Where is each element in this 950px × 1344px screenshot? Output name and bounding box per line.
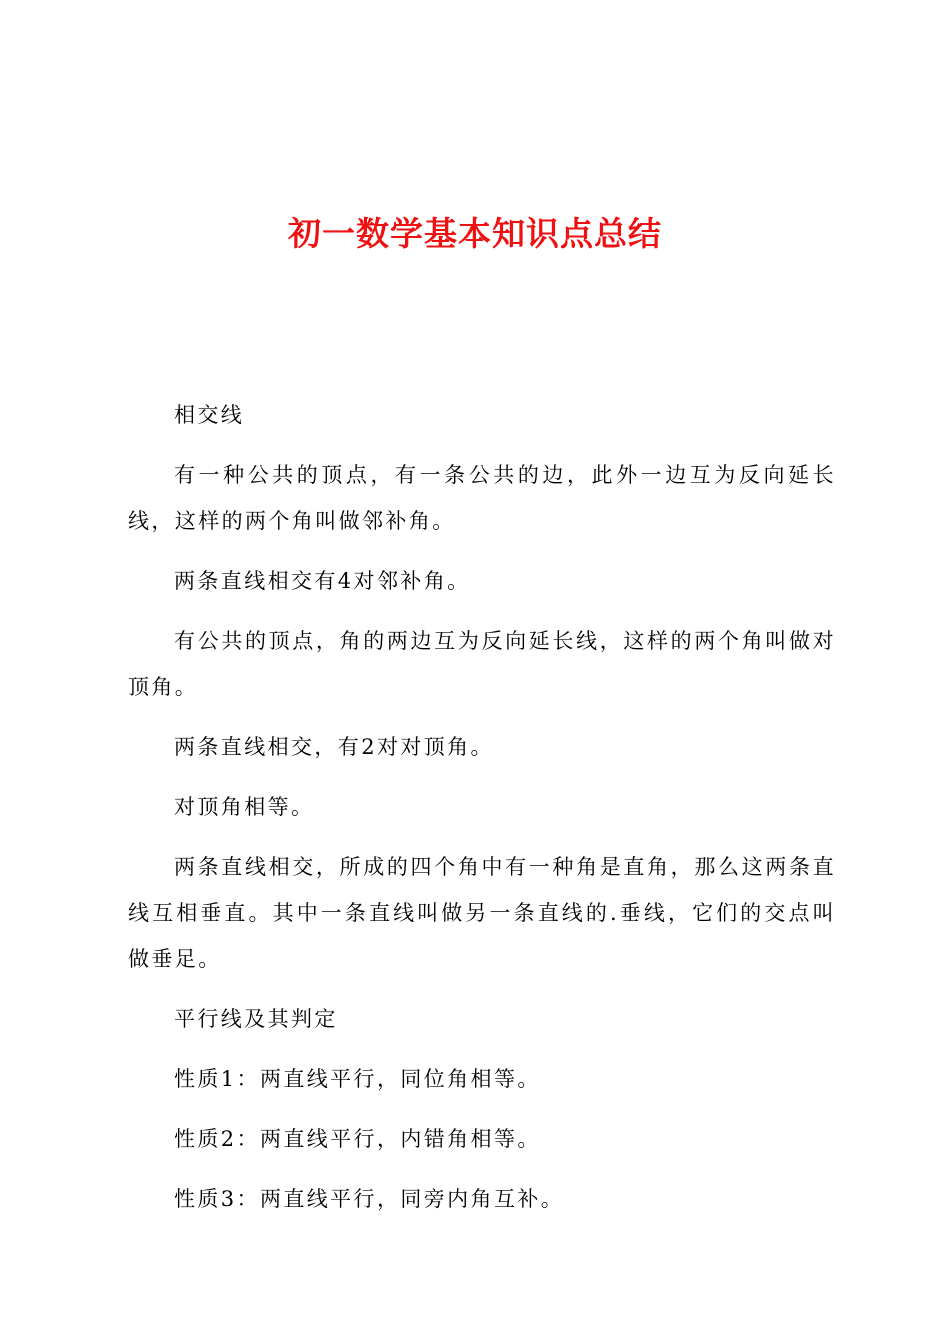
paragraph-property-1: 性质1：两直线平行，同位角相等。 bbox=[174, 1067, 541, 1091]
document-title: 初一数学基本知识点总结 bbox=[288, 214, 662, 253]
paragraph-perpendicular-definition: 两条直线相交，所成的四个角中有一种角是直角，那么这两条直线互相垂直。其中一条直线叫做另一条直线的.垂线，它们的交点叫做垂足。 bbox=[128, 855, 836, 971]
paragraph-property-3: 性质3：两直线平行，同旁内角互补。 bbox=[174, 1187, 565, 1211]
paragraph-property-2: 性质2：两直线平行，内错角相等。 bbox=[174, 1127, 541, 1151]
paragraph-adjacent-supplementary-definition: 有一种公共的顶点，有一条公共的边，此外一边互为反向延长线，这样的两个角叫做邻补角。 bbox=[128, 463, 836, 533]
section-heading-intersecting-lines: 相交线 bbox=[174, 403, 245, 427]
paragraph-vertical-angles-equal: 对顶角相等。 bbox=[174, 795, 315, 819]
paragraph-vertical-angles-definition: 有公共的顶点，角的两边互为反向延长线，这样的两个角叫做对顶角。 bbox=[128, 629, 836, 699]
paragraph-vertical-angles-count: 两条直线相交，有2对对顶角。 bbox=[174, 735, 494, 759]
document-body bbox=[128, 392, 836, 1236]
section-heading-parallel-lines: 平行线及其判定 bbox=[174, 1007, 338, 1031]
paragraph-adjacent-supplementary-count: 两条直线相交有4对邻补角。 bbox=[174, 569, 471, 593]
